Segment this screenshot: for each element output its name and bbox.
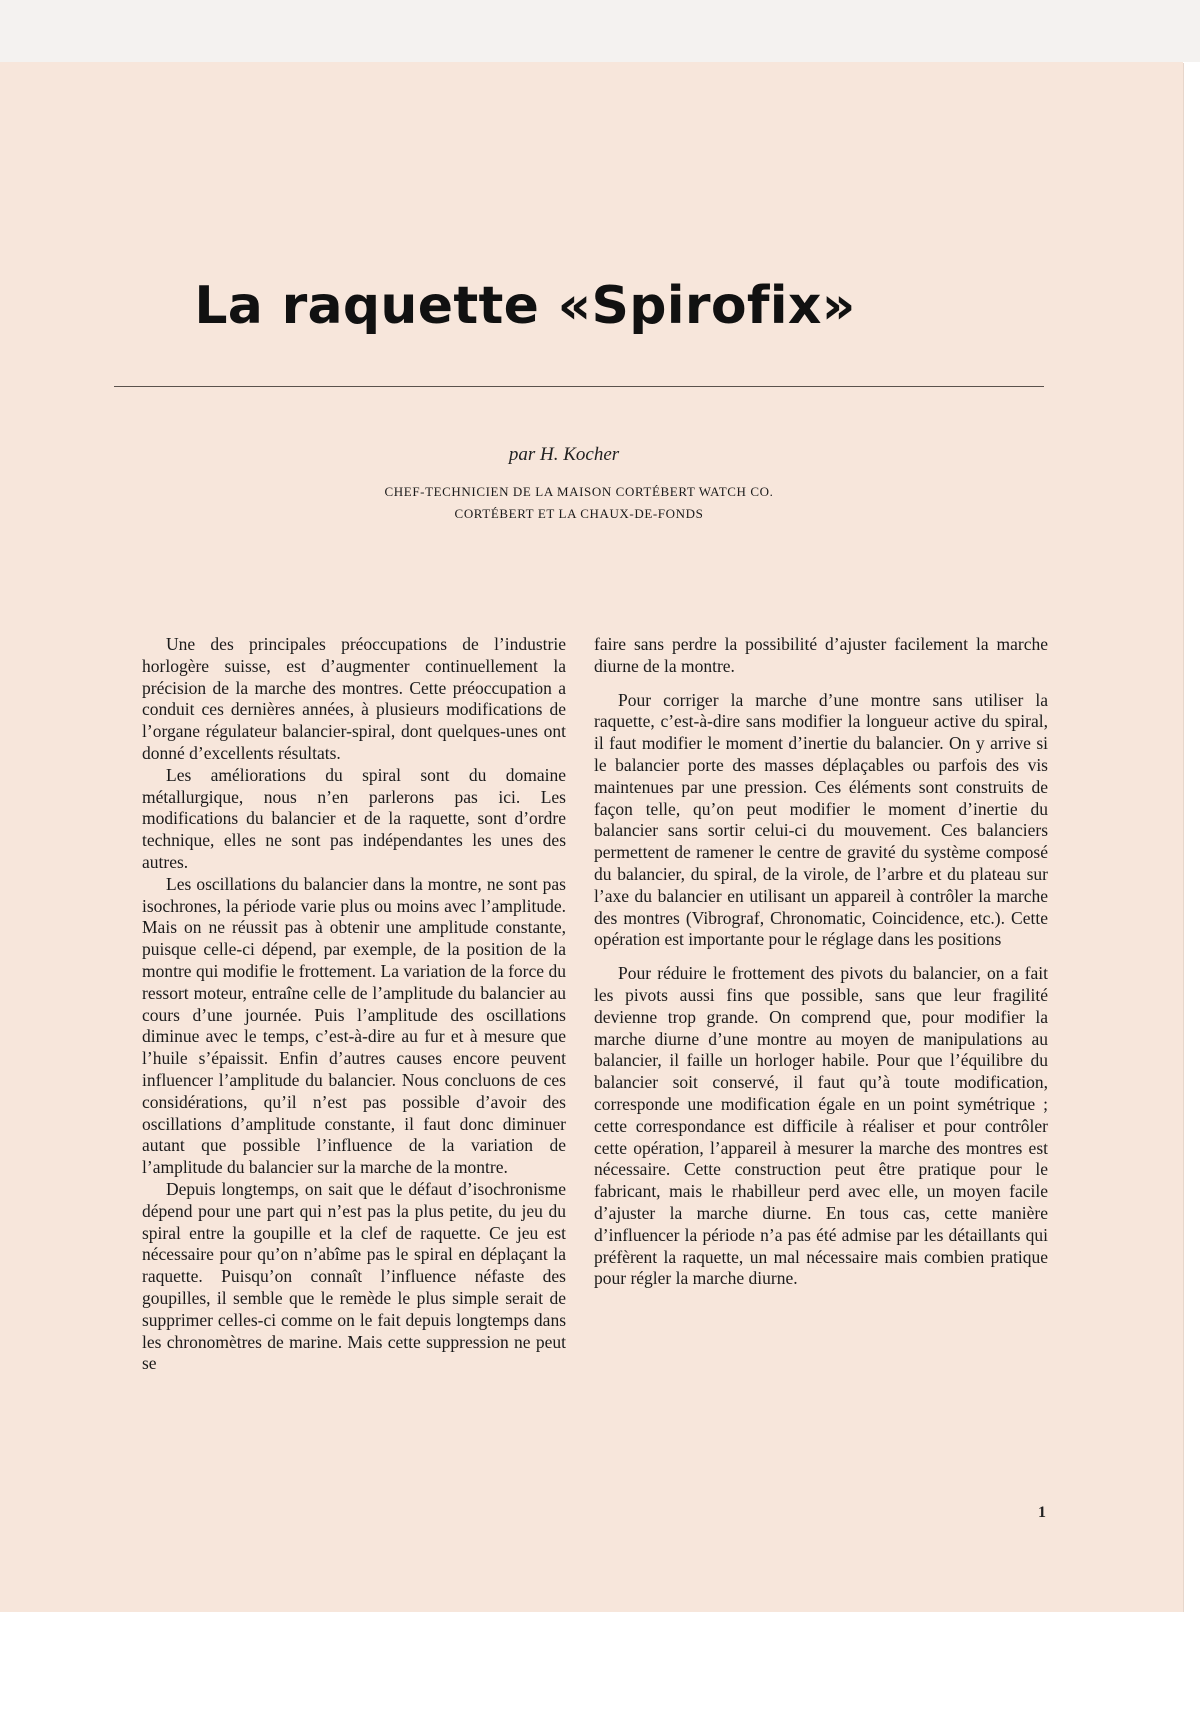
title-rule [114,386,1044,387]
page-number: 1 [1038,1504,1046,1521]
paragraph: Les oscillations du balancier dans la montre, ne sont pas isochrones, la période varie plus ou moins avec l’amplitude. Mais on ne réussit pas à obtenir une amplitude constante, puisque celle-ci dépend, par exemple, de la position de la montre qui modifie le frottement. La variation de la force du ressort moteur, entraîne celle de l’amplitude du balancier au cours d’une journée. Puis l’amplitude des oscillations diminue avec le temps, c’est-à-dire au fur et à mesure que l’huile s’épaissit. Enfin d’autres causes encore peuvent influencer l’amplitude du balancier. Nous concluons de ces considérations, qu’il n’est pas possible d’avoir des oscillations d’amplitude constante, il faut donc diminuer autant que possible l’influence de la variation de l’amplitude du balancier sur la marche de la montre. [142,873,566,1178]
paragraph: Les améliorations du spiral sont du domaine métallurgique, nous n’en parlerons pas ici. Les modifications du balancier et de la raquette, sont d’ordre technique, elles ne sont pas indépendantes les unes des autres. [142,764,566,872]
author-affiliation-line-1: CHEF-TECHNICIEN DE LA MAISON CORTÉBERT WATCH CO. [384,484,774,499]
author-byline: par H. Kocher [508,444,620,465]
paragraph: faire sans perdre la possibilité d’ajuster facilement la marche diurne de la montre. [594,634,1048,676]
paragraph: Pour réduire le frottement des pivots du balancier, on a fait les pivots aussi fins que possible, sans que leur fragilité devienne trop grande. On comprend que, pour modifier la marche diurne d’une montre au moyen de manipulations au balancier, il faille un horloger habile. Pour que l’équilibre du balancier soit conservé, il faut qu’à toute modification, corresponde une modification égale en un point symétrique ; cette correspondance est difficile à réaliser et pour contrôler cette opération, l’appareil à mesurer la marche des montres est nécessaire. Cette construction peut être pratique pour le fabricant, mais le rhabilleur perd avec elle, un moyen facile d’ajuster la marche diurne. En tous cas, cette manière d’influencer la période n’a pas été admise par les détaillants qui préfèrent la raquette, un mal nécessaire mais combien pratique pour régler la marche diurne. [594,963,1048,1289]
right-column [594,634,1048,1290]
author-affiliation-line-2: CORTÉBERT ET LA CHAUX-DE-FONDS [454,506,704,521]
paragraph: Depuis longtemps, on sait que le défaut d’isochronisme dépend pour une part qui n’est pas la plus petite, du jeu du spiral entre la goupille et la clef de raquette. Ce jeu est nécessaire pour qu’on n’abîme pas le spiral en déplaçant la raquette. Puisqu’on connaît l’influence néfaste des goupilles, il semble que le remède le plus simple serait de supprimer celles-ci comme on le fait depuis longtemps dans les chronomètres de marine. Mais cette suppression ne peut se [142,1178,566,1374]
scan-background-top [0,0,1200,62]
scan-background-bottom [0,1612,1200,1710]
paragraph: Une des principales préoccupations de l’industrie horlogère suisse, est d’augmenter continuellement la précision de la marche des montres. Cette préoccupation a conduit ces dernières années, à plusieurs modifications de l’organe régulateur balancier-spiral, dont quelques-unes ont donné d’excellents résultats. [142,634,566,763]
article-title: La raquette «Spirofix» [194,276,856,336]
left-column [142,634,566,1375]
paragraph: Pour corriger la marche d’une montre sans utiliser la raquette, c’est-à-dire sans modifier la longueur active du spiral, il faut modifier le moment d’inertie du balancier. On y arrive si le balancier porte des masses déplaçables ou parfois des vis maintenues par une pression. Ces éléments sont construits de façon telle, qu’on peut modifier le moment d’inertie du balancier sans sortir celui-ci du mouvement. Ces balanciers permettent de ramener le centre de gravité du système composé du balancier, du spiral, de la virole, de l’arbre et du plateau sur l’axe du balancier en utilisant un appareil à contrôler la marche des montres (Vibrograf, Chronomatic, Coincidence, etc.). Cette opération est importante pour le réglage dans les positions [594,689,1048,950]
